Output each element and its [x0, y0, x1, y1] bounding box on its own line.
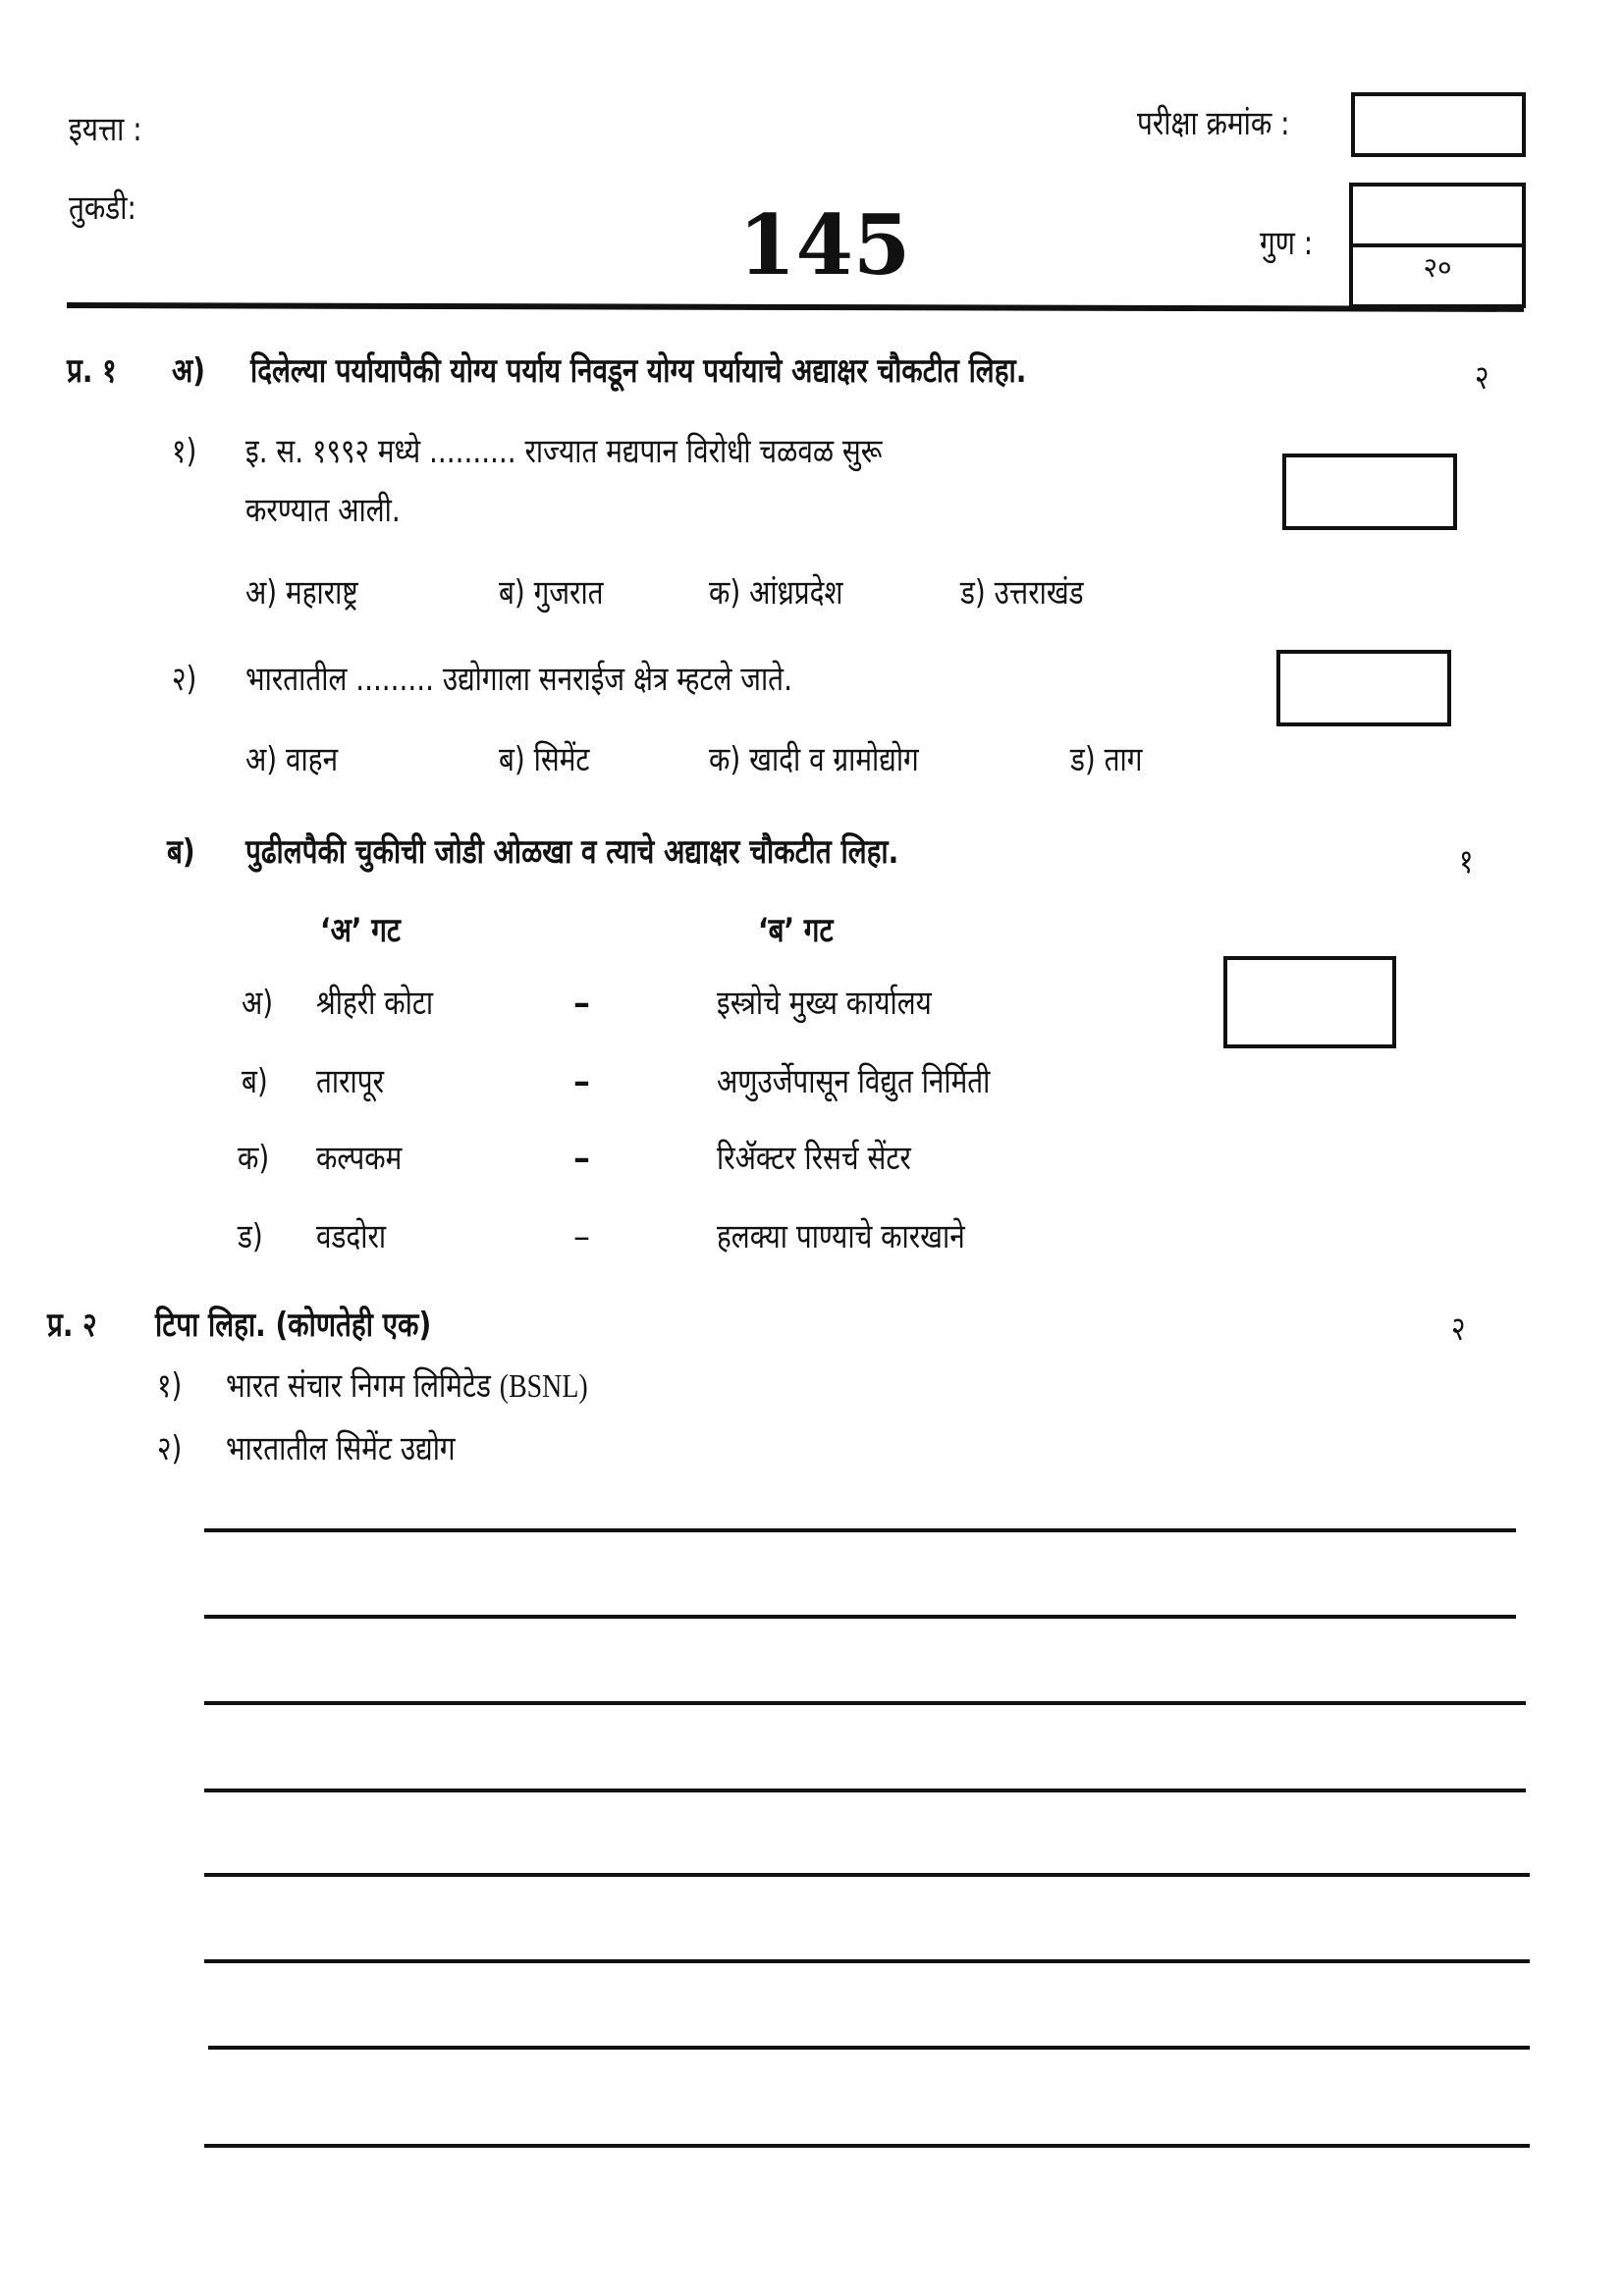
mcq-2-number: २): [172, 660, 197, 699]
q2-item-1-text: [226, 1366, 588, 1408]
q1a-instruction: दिलेल्या पर्यायापैकी योग्य पर्याय निवडून योग्य पर्यायाचे अद्याक्षर चौकटीत लिहा.: [250, 351, 1027, 391]
answer-line-4[interactable]: [204, 1789, 1526, 1792]
mcq-2-option-d: ड) ताग: [1070, 740, 1143, 779]
paper-number: 145: [738, 196, 911, 294]
q2-item-2-number: २): [157, 1429, 183, 1468]
answer-line-7[interactable]: [208, 2046, 1530, 2050]
exam-number-label: परीक्षा क्रमांक :: [1137, 104, 1290, 143]
mcq-2-answer-box[interactable]: [1276, 650, 1451, 726]
q1b-label: ब): [167, 832, 195, 872]
pair-3-column-a: कल्पकम: [316, 1139, 403, 1178]
pair-4-dash: –: [573, 1217, 590, 1256]
pair-1-column-a: श्रीहरी कोटा: [316, 984, 434, 1023]
marks-label: गुण :: [1260, 224, 1314, 263]
q2-item-1-devanagari: भारत संचार निगम लिमिटेड: [226, 1366, 491, 1406]
answer-line-6[interactable]: [204, 1959, 1530, 1963]
pair-3-label: क): [238, 1139, 270, 1178]
pair-4-label: ड): [238, 1217, 263, 1256]
mcq-1-option-b: ब) गुजरात: [499, 573, 604, 613]
class-label: इयत्ता :: [69, 110, 142, 149]
q2-item-2-text: भारतातील सिमेंट उद्योग: [226, 1429, 456, 1468]
header-divider: [67, 302, 1524, 312]
pair-1-label: अ): [242, 984, 274, 1023]
mcq-1-option-a: अ) महाराष्ट्र: [245, 573, 358, 613]
column-b-header: ‘ब’ गट: [758, 911, 834, 950]
pair-2-column-b: अणुउर्जेपासून विद्युत निर्मिती: [717, 1062, 991, 1101]
total-marks: २०: [1423, 251, 1452, 284]
mcq-2-option-a: अ) वाहन: [245, 740, 339, 779]
q2-instruction: टिपा लिहा. (कोणतेही एक): [155, 1306, 432, 1345]
pair-1-column-b: इस्त्रोचे मुख्य कार्यालय: [717, 984, 932, 1023]
column-a-header: ‘अ’ गट: [320, 911, 401, 950]
q2-number: प्र. २: [47, 1306, 97, 1345]
mcq-2-option-b: ब) सिमेंट: [499, 740, 590, 779]
q1a-label: अ): [172, 351, 206, 391]
answer-line-3[interactable]: [204, 1701, 1526, 1705]
mcq-2-question-line1: भारतातील ......... उद्योगाला सनराईज क्षेत्र म्हटले जाते.: [245, 660, 792, 699]
division-label: तुकडी:: [69, 188, 136, 228]
q2-item-1-number: १): [157, 1366, 183, 1406]
q1b-answer-box[interactable]: [1223, 956, 1396, 1048]
pair-3-dash: –: [573, 1139, 590, 1178]
q2-marks: २: [1451, 1309, 1466, 1349]
q1b-marks: १: [1459, 842, 1474, 881]
mcq-1-answer-box[interactable]: [1282, 454, 1457, 530]
pair-2-column-a: तारापूर: [316, 1062, 384, 1101]
answer-line-1[interactable]: [204, 1528, 1516, 1532]
mcq-2-option-c: क) खादी व ग्रामोद्योग: [709, 740, 919, 779]
marks-box-divider: [1353, 243, 1522, 247]
q1b-instruction: पुढीलपैकी चुकीची जोडी ओळखा व त्याचे अद्याक्षर चौकटीत लिहा.: [245, 832, 899, 872]
obtained-marks-field[interactable]: [1353, 187, 1522, 243]
mcq-1-option-c: क) आंध्रप्रदेश: [709, 573, 843, 613]
answer-line-8[interactable]: [204, 2144, 1530, 2148]
q1a-marks: २: [1475, 358, 1489, 398]
mcq-1-option-d: ड) उत्तराखंड: [960, 573, 1084, 613]
pair-2-label: ब): [242, 1062, 268, 1101]
pair-4-column-b: हलक्या पाण्याचे कारखाने: [717, 1217, 965, 1256]
q1-number: प्र. १: [67, 351, 117, 391]
q2-item-1-abbreviation: (BSNL): [499, 1368, 588, 1405]
mcq-1-question-line1: इ. स. १९९२ मध्ये .......... राज्यात मद्यपान विरोधी चळवळ सुरू: [245, 432, 883, 471]
answer-line-2[interactable]: [204, 1615, 1516, 1619]
pair-3-column-b: रिॲक्टर रिसर्च सेंटर: [717, 1139, 911, 1178]
pair-1-dash: –: [573, 984, 590, 1023]
exam-number-field[interactable]: [1351, 92, 1526, 157]
mcq-1-number: १): [172, 432, 197, 471]
marks-box: [1349, 183, 1526, 308]
answer-line-5[interactable]: [204, 1873, 1530, 1877]
mcq-1-question-line2: करण्यात आली.: [245, 491, 401, 530]
pair-4-column-a: वडदोरा: [316, 1217, 387, 1256]
pair-2-dash: –: [573, 1062, 590, 1101]
